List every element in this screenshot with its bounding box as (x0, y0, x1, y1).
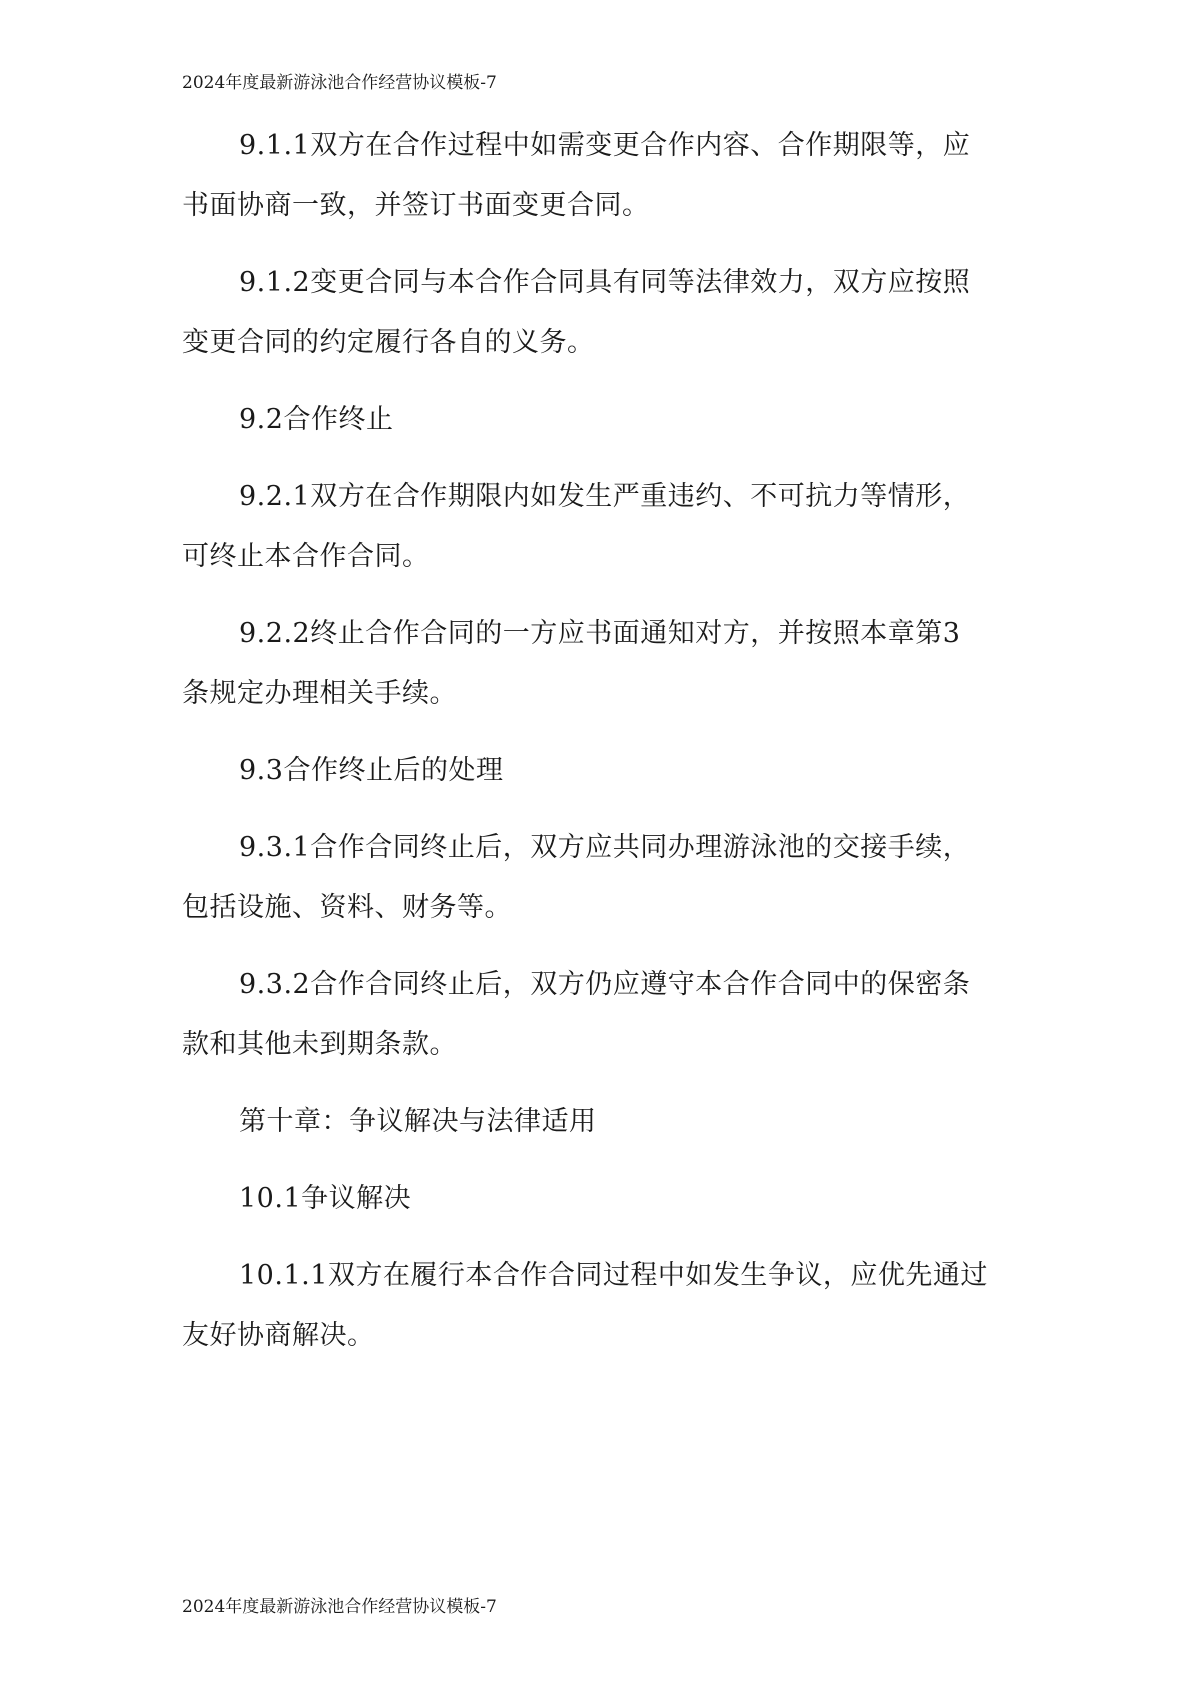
paragraph-9-2-1-line-1: 9.2.1双方在合作期限内如发生严重违约、不可抗力等情形， (239, 481, 971, 512)
paragraph-10-1-1-line-1: 10.1.1双方在履行本合作合同过程中如发生争议，应优先通过 (239, 1260, 988, 1291)
section-heading-10-1: 10.1争议解决 (239, 1183, 412, 1214)
paragraph-9-2-2-line-2: 条规定办理相关手续。 (182, 678, 457, 709)
page-header: 2024年度最新游泳池合作经营协议模板-7 (182, 73, 497, 93)
paragraph-9-2-1-line-2: 可终止本合作合同。 (182, 541, 430, 572)
paragraph-9-3-2-line-2: 款和其他未到期条款。 (182, 1029, 457, 1060)
paragraph-9-2-2-line-1: 9.2.2终止合作合同的一方应书面通知对方，并按照本章第3 (239, 618, 961, 649)
page-footer: 2024年度最新游泳池合作经营协议模板-7 (182, 1597, 497, 1617)
paragraph-9-1-1-line-2: 书面协商一致，并签订书面变更合同。 (182, 190, 650, 221)
paragraph-9-1-2-line-2: 变更合同的约定履行各自的义务。 (182, 327, 595, 358)
paragraph-9-3-1-line-2: 包括设施、资料、财务等。 (182, 892, 512, 923)
paragraph-9-1-1-line-1: 9.1.1双方在合作过程中如需变更合作内容、合作期限等，应 (239, 130, 971, 161)
paragraph-10-1-1-line-2: 友好协商解决。 (182, 1320, 375, 1351)
chapter-10-heading: 第十章：争议解决与法律适用 (239, 1106, 597, 1137)
paragraph-9-3-2-line-1: 9.3.2合作合同终止后，双方仍应遵守本合作合同中的保密条 (239, 969, 971, 1000)
paragraph-9-1-2-line-1: 9.1.2变更合同与本合作合同具有同等法律效力，双方应按照 (239, 267, 971, 298)
section-heading-9-3: 9.3合作终止后的处理 (239, 755, 504, 786)
section-heading-9-2: 9.2合作终止 (239, 404, 394, 435)
paragraph-9-3-1-line-1: 9.3.1合作合同终止后，双方应共同办理游泳池的交接手续， (239, 832, 971, 863)
